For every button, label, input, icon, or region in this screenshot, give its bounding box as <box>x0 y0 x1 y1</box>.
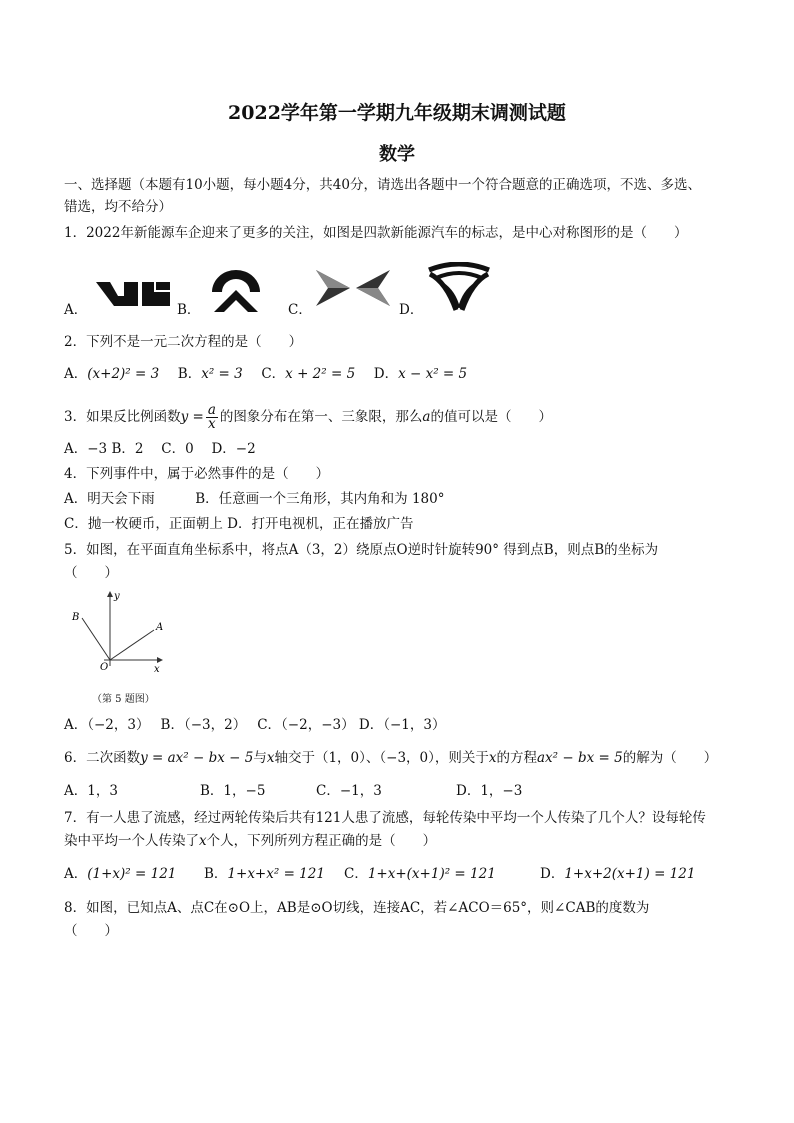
q3-stem <box>64 403 552 431</box>
q7-xvar: x <box>199 833 207 849</box>
origin-label: O <box>100 662 109 673</box>
q2-option-c-expr: x + 2² = 5 <box>285 366 356 382</box>
q6-stem-mid3: 的方程 <box>496 750 537 766</box>
q6-equation: ax² − bx = 5 <box>537 750 623 766</box>
q7-option-c-expr: 1+x+(x+1)² = 121 <box>367 866 496 882</box>
q3-var: a <box>422 409 431 425</box>
segment-ob <box>82 618 110 660</box>
q6-option-c: C．−1，3 <box>316 783 382 799</box>
q2-option-b-label: B． <box>177 366 202 382</box>
q5-coordinate-figure <box>64 590 174 680</box>
q6-stem-mid2: 轴交于（1，0）、（−3，0），则关于 <box>274 750 489 766</box>
q4-options-ab: A．明天会下雨 B．任意画一个三角形，其内角和为 180° <box>64 491 445 507</box>
logo-c-icon <box>314 268 392 308</box>
q2-option-d-expr: x − x² = 5 <box>398 366 468 382</box>
q3-stem-pre: 3．如果反比例函数 <box>64 409 181 425</box>
q5-stem-paren: （ ） <box>64 565 118 581</box>
q2-option-a-expr: (x+2)² = 3 <box>87 366 160 382</box>
q6-xvar2: x <box>488 750 497 766</box>
q7-option-c-label: C． <box>344 866 368 882</box>
section-instructions-line1: 一、选择题（本题有10小题，每小题4分，共40分，请选出各题中一个符合题意的正确选项，不选、多选、 <box>64 177 701 193</box>
q7-option-a-label: A． <box>64 866 88 882</box>
q1-option-c-label: C． <box>288 302 312 318</box>
q7-option-a-expr: (1+x)² = 121 <box>87 866 177 882</box>
q1-stem: 1．2022年新能源车企迎来了更多的关注，如图是四款新能源汽车的标志，是中心对称图形的是（ ） <box>64 225 688 241</box>
q1-option-d-label: D． <box>399 302 424 318</box>
x-axis-label: x <box>154 664 160 675</box>
q7-option-b-expr: 1+x+x² = 121 <box>227 866 325 882</box>
q2-option-c-label: C． <box>261 366 286 382</box>
q7-option-b <box>204 864 325 884</box>
q7-option-a <box>64 864 176 884</box>
q3-numerator: a <box>207 402 216 418</box>
y-axis-label: y <box>114 591 120 602</box>
point-a-label: A <box>156 622 164 633</box>
q3-stem-post: 的图象分布在第一、三象限，那么 <box>219 409 423 425</box>
section-instructions-line2: 错选，均不给分） <box>64 199 172 215</box>
q2-option-b-expr: x² = 3 <box>201 366 243 382</box>
q5-stem: 5．如图，在平面直角坐标系中，将点A（3，2）绕原点O逆时针旋转90° 得到点B，则点B的坐标为 <box>64 542 659 558</box>
exam-title: 2022学年第一学期九年级期末调测试题 <box>228 102 566 124</box>
q7-stem-line2 <box>64 831 436 851</box>
logo-d-icon <box>426 262 492 314</box>
q6-stem-pre: 6．二次函数 <box>64 750 141 766</box>
q6-function: y = ax² − bx − 5 <box>140 750 254 766</box>
q6-stem-mid: 与 <box>253 750 267 766</box>
q8-stem-line1: 8．如图，已知点A、点C在⊙O上，AB是⊙O切线，连接AC，若∠ACO＝65°，则∠CAB的度数为 <box>64 900 650 916</box>
q6-option-d: D．1，−3 <box>456 783 523 799</box>
q6-stem <box>64 748 717 768</box>
q7-option-d-label: D． <box>540 866 565 882</box>
q6-xvar: x <box>266 750 275 766</box>
q7-option-d <box>540 864 695 884</box>
q2-option-d-label: D． <box>373 366 399 382</box>
q4-options-cd: C．抛一枚硬币，正面朝上 D．打开电视机，正在播放广告 <box>64 516 414 532</box>
q3-denominator: x <box>208 416 216 432</box>
q3-fraction <box>206 404 218 431</box>
q7-option-d-expr: 1+x+2(x+1) = 121 <box>564 866 696 882</box>
q7-stem-line1: 7．有一人患了流感，经过两轮传染后共有121人患了流感，每轮传染中平均一个人传染了几个人？设每轮传 <box>64 810 706 826</box>
q2-options <box>64 364 467 384</box>
q3-y: y = <box>180 409 204 425</box>
logo-a-icon <box>94 276 174 312</box>
q7-option-c <box>344 864 496 884</box>
q2-stem: 2．下列不是一元二次方程的是（ ） <box>64 334 303 350</box>
q1-option-a-label: A． <box>64 302 88 318</box>
q6-option-a: A．1，3 <box>64 783 118 799</box>
q8-stem-line2: （ ） <box>64 923 118 939</box>
point-b-label: B <box>72 612 80 623</box>
q7-stem-line2-post: 个人，下列所列方程正确的是（ ） <box>206 833 437 849</box>
q3-options: A．−3 B．2 C．0 D．−2 <box>64 441 256 457</box>
q5-figure-caption: （第 5 题图） <box>92 694 155 705</box>
q5-options: A．（−2，3） B．（−3，2） C．（−2，−3） D．（−1，3） <box>64 717 446 733</box>
q7-stem-line2-pre: 染中平均一个人传染了 <box>64 833 199 849</box>
q3-stem-end: 的值可以是（ ） <box>430 409 552 425</box>
segment-oa <box>110 630 154 660</box>
q6-option-b: B．1，−5 <box>200 783 266 799</box>
q6-stem-end: 的解为（ ） <box>622 750 718 766</box>
logo-b-icon <box>206 266 266 314</box>
q2-option-a-label: A． <box>64 366 88 382</box>
exam-subject: 数学 <box>379 144 415 165</box>
q7-option-b-label: B． <box>204 866 228 882</box>
q4-stem: 4．下列事件中，属于必然事件的是（ ） <box>64 466 330 482</box>
q1-option-b-label: B． <box>177 302 201 318</box>
